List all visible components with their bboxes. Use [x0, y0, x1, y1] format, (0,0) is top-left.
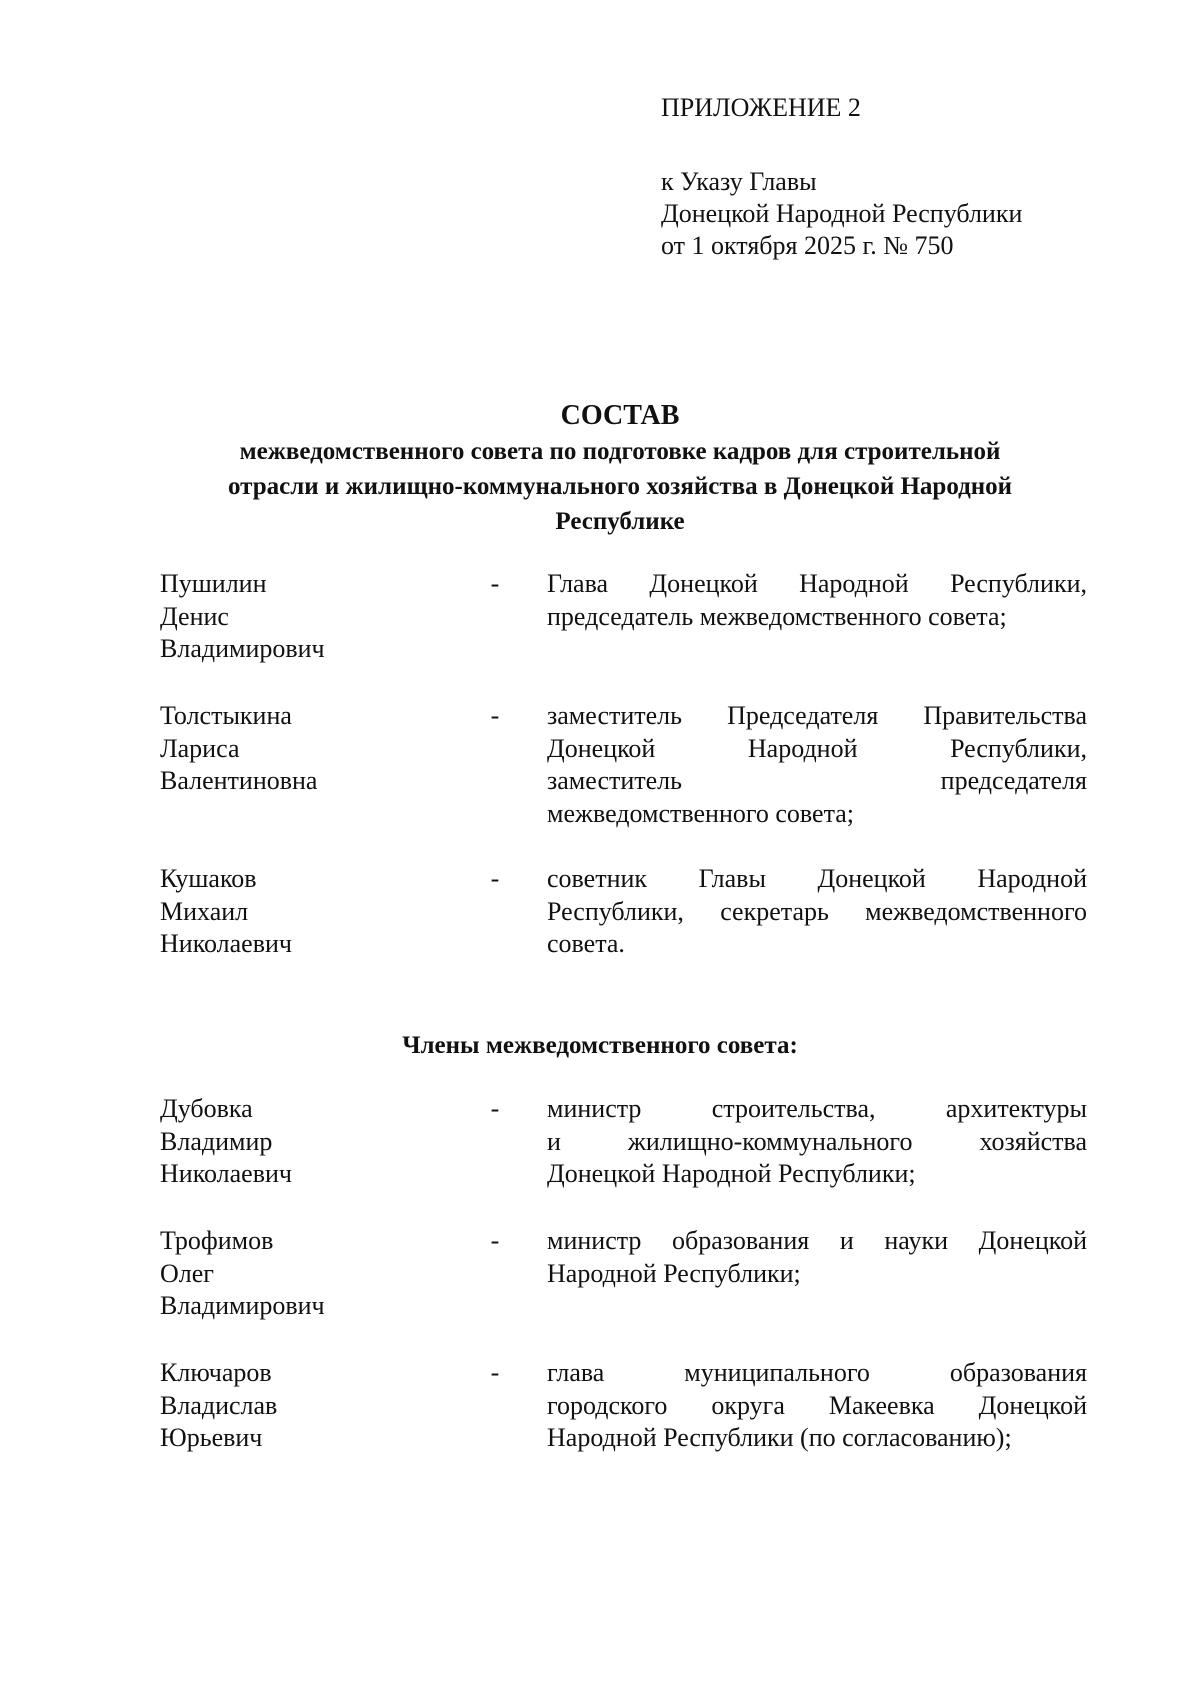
dash-separator: - [490, 864, 500, 893]
member-position [547, 700, 1087, 830]
dash-separator: - [490, 1226, 500, 1255]
member-name [160, 863, 440, 961]
position-line: председатель межведомственного совета; [547, 601, 1007, 631]
position-line: глава муниципального образования [547, 1358, 1087, 1387]
subtitle-line: отрасли и жилищно-коммунального хозяйства в Донецкой Народной [227, 473, 1013, 500]
patronymic: Юрьевич [160, 1423, 263, 1452]
appendix-ref-line: Донецкой Народной Республики [661, 199, 1023, 228]
position-line: заместитель Председателя Правительства [547, 701, 1087, 730]
appendix-ref-line: от 1 октября 2025 г. № 750 [661, 231, 954, 260]
member-name [160, 1093, 440, 1191]
position-line: заместитель председателя [547, 766, 1087, 795]
position-line: министр образования и науки Донецкой [547, 1226, 1087, 1255]
patronymic: Николаевич [160, 929, 292, 958]
first-name: Владимир [160, 1126, 273, 1156]
position-line: городского округа Макеевка Донецкой [547, 1390, 1087, 1420]
member-position [547, 1225, 1087, 1290]
appendix-ref-line: к Указу Главы [661, 167, 817, 196]
position-line: Республики, секретарь межведомственного [547, 896, 1087, 926]
member-name [160, 568, 440, 666]
dash-separator: - [490, 569, 500, 598]
members-section-heading: Члены межведомственного совета: [402, 1032, 798, 1059]
member-position [547, 568, 1087, 633]
position-line: Донецкой Народной Республики, [547, 733, 1087, 763]
surname: Пушилин [160, 569, 267, 598]
subtitle-line: межведомственного совета по подготовке кадров для строительной [239, 438, 1001, 465]
patronymic: Владимирович [160, 1291, 325, 1320]
member-position [547, 1357, 1087, 1455]
surname: Дубовка [160, 1094, 253, 1123]
position-line: советник Главы Донецкой Народной [547, 864, 1087, 893]
member-position [547, 1093, 1087, 1191]
member-name [160, 700, 440, 798]
position-line: и жилищно-коммунального хозяйства [547, 1126, 1087, 1156]
document-subtitle [150, 434, 1090, 539]
document-heading [150, 398, 1090, 539]
dash-separator: - [490, 1358, 500, 1387]
position-line: Донецкой Народной Республики; [547, 1159, 916, 1188]
position-line: Народной Республики; [547, 1258, 801, 1288]
patronymic: Валентиновна [160, 766, 318, 795]
member-name [160, 1357, 440, 1455]
first-name: Владислав [160, 1390, 278, 1420]
appendix-header [661, 92, 1022, 262]
first-name: Лариса [160, 733, 240, 763]
appendix-reference [661, 166, 1022, 262]
patronymic: Николаевич [160, 1159, 292, 1188]
subtitle-line: Республике [555, 508, 685, 535]
member-name [160, 1225, 440, 1323]
position-line: Народной Республики (по согласованию); [547, 1423, 1012, 1452]
patronymic: Владимирович [160, 634, 325, 663]
surname: Ключаров [160, 1358, 272, 1387]
first-name: Денис [160, 601, 229, 631]
position-line: совета. [547, 929, 625, 958]
surname: Трофимов [160, 1226, 274, 1255]
appendix-title: ПРИЛОЖЕНИЕ 2 [661, 93, 861, 122]
surname: Кушаков [160, 864, 257, 893]
position-line: Глава Донецкой Народной Республики, [547, 569, 1087, 598]
surname: Толстыкина [160, 701, 292, 730]
position-line: межведомственного совета; [547, 798, 855, 828]
document-title: СОСТАВ [560, 400, 680, 431]
first-name: Михаил [160, 896, 249, 926]
dash-separator: - [490, 701, 500, 730]
dash-separator: - [490, 1094, 500, 1123]
member-position [547, 863, 1087, 961]
first-name: Олег [160, 1258, 214, 1288]
position-line: министр строительства, архитектуры [547, 1094, 1087, 1123]
